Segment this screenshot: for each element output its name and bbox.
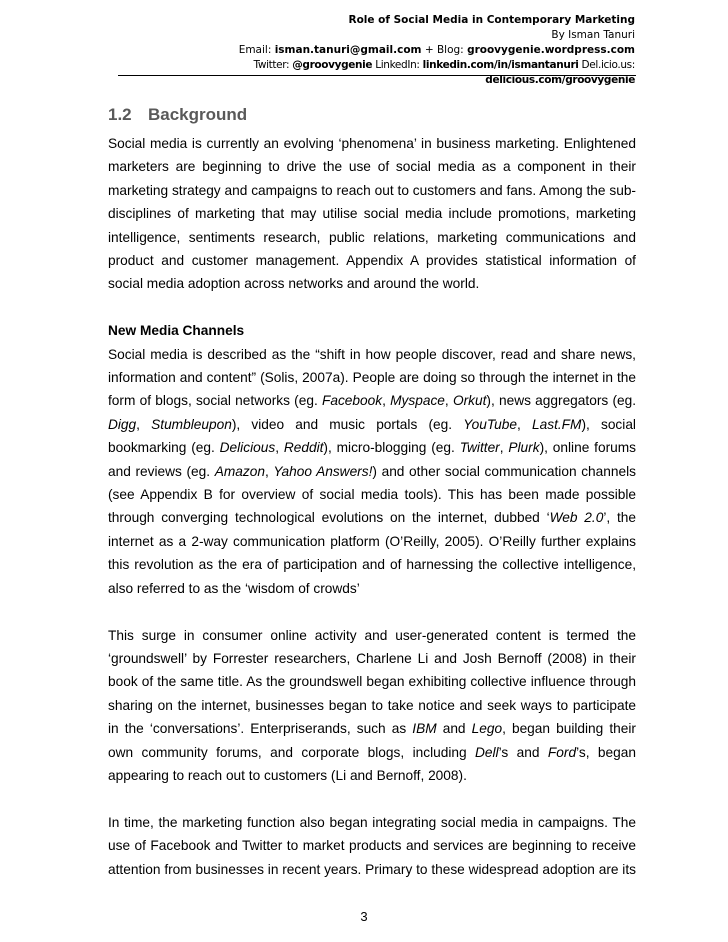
page-header (110, 13, 635, 88)
twitter-label: Twitter: (253, 59, 290, 71)
blog-link[interactable]: groovygenie.wordpress.com (467, 44, 635, 56)
document-title: Role of Social Media in Contemporary Marketing (348, 14, 635, 26)
new-media-paragraph: Social media is described as the “shift in how people discover, read and share news, information and content” (Solis, 2007a). People are doing so through the internet in the form of blogs, social networks (eg. Facebook, Myspace, Orkut), news aggregators (eg. Digg, Stumbleupon), video and music portals (eg. YouTube, Last.FM), social bookmarking (eg. Delicious, Reddit), micro-blogging (eg. Twitter, Plurk), online forums and reviews (eg. Amazon, Yahoo Answers!) and other social communication channels (see Appendix B for overview of social media tools). This has been made possible through converging technological evolutions on the internet, dubbed ‘Web 2.0’, the internet as a 2-way communication platform (O’Reilly, 2005). O’Reilly further explains this revolution as the era of participation and of harnessing the collective intelligence, also referred to as the ‘wisdom of crowds’ (108, 346, 637, 596)
delicious-link[interactable]: delicious.com/groovygenie (485, 74, 635, 86)
delicious-label: Del.icio.us: (581, 59, 635, 71)
page-body (108, 103, 636, 881)
groundswell-paragraph: This surge in consumer online activity and user-generated content is termed the ‘groundswell’ by Forrester researchers, Charlene Li and Josh Bernoff (2008) in their book of the same title. As the groundswell began exhibiting collective influence through sharing on the internet, businesses began to take notice and seek ways to participate in the ‘conversations’. Enterpriserands, such as IBM and Lego, began building their own community forums, and corporate blogs, including Dell’s and Ford’s, began appearing to reach out to customers (Li and Bernoff, 2008). (108, 627, 636, 783)
blog-label: + Blog: (424, 44, 464, 56)
header-divider (118, 75, 636, 76)
intro-paragraph: Social media is currently an evolving ‘phenomena’ in business marketing. Enlightened marketers are beginning to drive the use of social media as a component in their marketing strategy and campaigns to reach out to customers and fans. Among the sub-disciplines of marketing that may utilise social media include promotions, marketing intelligence, sentiments research, public relations, marketing communications and product and customer management. Appendix A provides statistical information of social media adoption across networks and around the world. (108, 136, 636, 292)
contact-line (110, 43, 635, 58)
linkedin-link[interactable]: linkedin.com/in/ismantanuri (422, 59, 579, 71)
linkedin-label: LinkedIn: (375, 59, 420, 71)
section-number: 1.2 (108, 105, 132, 124)
page-number: 3 (360, 909, 368, 924)
subsection-heading: New Media Channels (108, 323, 245, 339)
section-heading (108, 103, 636, 127)
section-title: Background (148, 105, 248, 124)
author-line: By Isman Tanuri (551, 29, 635, 41)
twitter-link[interactable]: @groovygenie (292, 59, 373, 71)
email-link[interactable]: isman.tanuri@gmail.com (274, 44, 422, 56)
marketing-function-paragraph: In time, the marketing function also began integrating social media in campaigns. The use of Facebook and Twitter to market products and services are beginning to receive attention from businesses in recent years. Primary to these widespread adoption are its (108, 814, 636, 877)
social-links-line (110, 58, 635, 88)
email-label: Email: (238, 44, 272, 56)
